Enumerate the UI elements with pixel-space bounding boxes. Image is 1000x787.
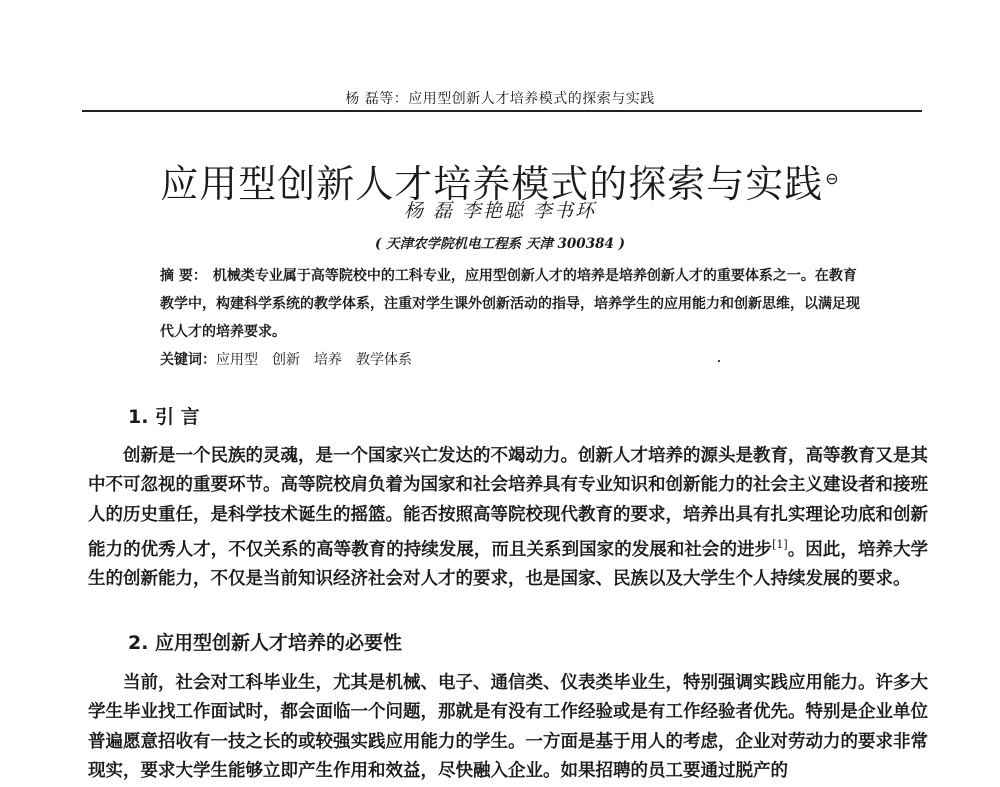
title-text: 应用型创新人才培养模式的探索与实践 xyxy=(160,162,824,207)
section-heading-introduction: 1. 引 言 xyxy=(128,405,200,428)
paragraph-text-tail: 。因此，培养大学生的创新能力，不仅是当前知识经济社会对人才的要求，也是国家、民族以及大学生个人持续发展的要求。 xyxy=(88,539,929,590)
affiliation: ( 天津农学院机电工程系 天津 300384 ) xyxy=(375,236,625,252)
section-paragraph-introduction xyxy=(88,442,928,595)
keyword-item: 应用型 xyxy=(216,352,258,368)
running-header: 杨 磊等：应用型创新人才培养模式的探索与实践 xyxy=(345,91,655,107)
keywords xyxy=(160,346,860,374)
author-list: 杨 磊 李艳聪 李书环 xyxy=(403,200,597,222)
keyword-item: 培养 xyxy=(314,352,342,368)
section-paragraph-necessity: 当前，社会对工科毕业生，尤其是机械、电子、通信类、仪表类毕业生，特别强调实践应用能力。许多大学生毕业找工作面试时，都会面临一个问题，那就是有没有工作经验或是有工作经验者优先。特别是企业单位普遍愿意招收有一技之长的或较强实践应用能力的学生。一方面是基于用人的考虑，企业对劳动力的要求非常现实，要求大学生能够立即产生作用和效益，尽快融入企业。如果招聘的员工要通过脱产的 xyxy=(88,672,928,781)
header-rule xyxy=(82,110,922,112)
paragraph-text: 创新是一个民族的灵魂，是一个国家兴亡发达的不竭动力。创新人才培养的源头是教育，高等教育又是其中不可忽视的重要环节。高等院校肩负着为国家和社会培养具有专业知识和创新能力的社会主义建设者和接班人的历史重任，是科学技术诞生的摇篮。能否按照高等院校现代教育的要求，培养出具有扎实理论功底和创新能力的优秀人才，不仅关系的高等教育的持续发展，而且关系到国家的发展和社会的进步 xyxy=(88,445,928,560)
section-heading-necessity: 2. 应用型创新人才培养的必要性 xyxy=(128,631,403,654)
keyword-item: 教学体系 xyxy=(356,352,412,368)
citation-ref: [1] xyxy=(772,538,788,551)
title-footnote-mark: ⊖ xyxy=(825,168,840,188)
keywords-label: 关键词： xyxy=(160,352,216,368)
stray-mark xyxy=(718,360,720,362)
abstract xyxy=(160,262,860,346)
abstract-text: 机械类专业属于高等院校中的工科专业，应用型创新人才的培养是培养创新人才的重要体系之一。在教育教学中，构建科学系统的教学体系，注重对学生课外创新活动的指导，培养学生的应用能力和创新思维，以满足现代人才的培养要求。 xyxy=(160,268,860,340)
abstract-label: 摘 要： xyxy=(160,268,207,284)
keyword-item: 创新 xyxy=(272,352,300,368)
